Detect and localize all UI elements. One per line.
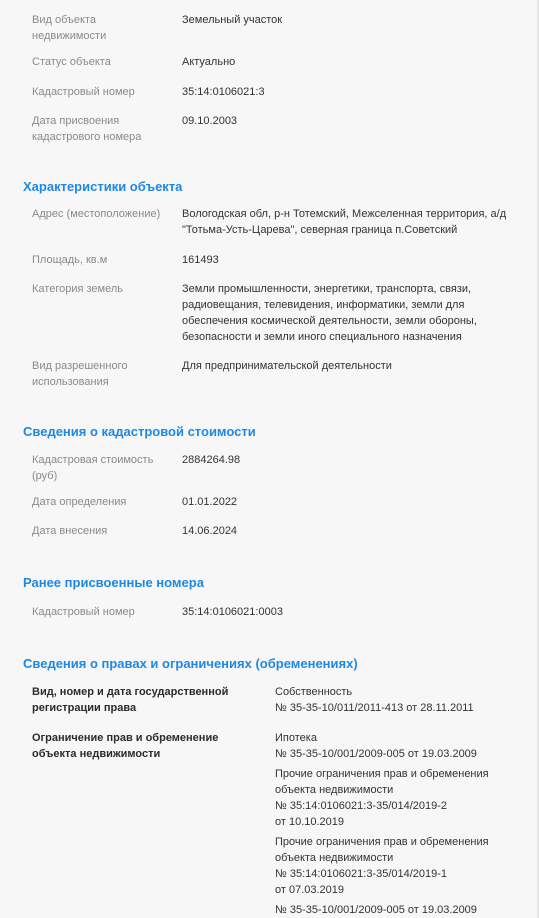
restriction-other-2: Прочие ограничения прав и обременения объекта недвижимости [275,836,489,864]
restriction-other-1-date: от 10.10.2019 [275,816,345,828]
address-label: Адрес (местоположение) [32,208,161,220]
area-value: 161493 [182,254,219,266]
section-title-characteristics: Характеристики объекта [23,179,183,194]
restriction-other-1: Прочие ограничения прав и обременения объекта недвижимости [275,768,489,796]
object-type-value: Земельный участок [182,14,283,26]
cadastral-cost-value: 2884264.98 [182,454,241,466]
section-title-rights: Сведения о правах и ограничениях (обременениях) [23,656,358,671]
restriction-other-1-number: № 35:14:0106021:3-35/014/2019-2 [275,800,448,812]
cadastral-date-value: 09.10.2003 [182,115,238,127]
area-label: Площадь, кв.м [32,254,108,266]
land-category-value: Земли промышленности, энергетики, транспорта, связи, радиовещания, телевидения, информатики, земли для обеспечения космической деятельности, земли обороны, безопасности и земли иного специального назначения [182,283,477,343]
restrictions-value [275,730,495,918]
registration-type: Собственность [275,686,353,698]
restriction-mortgage-number: № 35-35-10/001/2009-005 от 19.03.2009 [275,748,477,760]
section-title-previous-numbers: Ранее присвоенные номера [23,575,204,590]
object-status-label: Статус объекта [32,56,111,68]
entry-date-value: 14.06.2024 [182,525,238,537]
previous-cadastral-number-label: Кадастровый номер [32,606,135,618]
permitted-use-value: Для предпринимательской деятельности [182,360,392,372]
restriction-mortgage-repeat-number: № 35-35-10/001/2009-005 от 19.03.2009 [275,904,477,916]
object-type-label: Вид объекта недвижимости [32,14,107,42]
cadastral-number-value: 35:14:0106021:3 [182,86,265,98]
determination-date-value: 01.01.2022 [182,496,238,508]
object-status-value: Актуально [182,56,236,68]
registration-number: № 35-35-10/011/2011-413 от 28.11.2011 [275,702,474,714]
cadastral-number-label: Кадастровый номер [32,86,135,98]
restriction-other-2-date: от 07.03.2019 [275,884,345,896]
address-value: Вологодская обл, р-н Тотемский, Межселенная территория, а/д "Тотьма-Усть-Царева", северная граница п.Советский [182,208,507,236]
restrictions-label: Ограничение прав и обременение объекта недвижимости [32,732,219,760]
permitted-use-label: Вид разрешенного использования [32,360,128,388]
section-title-cost: Сведения о кадастровой стоимости [23,424,256,439]
restriction-other-2-number: № 35:14:0106021:3-35/014/2019-1 [275,868,448,880]
cadastral-date-label: Дата присвоения кадастрового номера [32,115,142,143]
entry-date-label: Дата внесения [32,525,108,537]
cadastral-cost-label: Кадастровая стоимость (руб) [32,454,154,482]
registration-label: Вид, номер и дата государственной регистрации права [32,686,229,714]
previous-cadastral-number-value: 35:14:0106021:0003 [182,606,283,618]
restriction-mortgage: Ипотека [275,732,317,744]
land-category-label: Категория земель [32,283,123,295]
determination-date-label: Дата определения [32,496,127,508]
registration-value [275,684,515,716]
